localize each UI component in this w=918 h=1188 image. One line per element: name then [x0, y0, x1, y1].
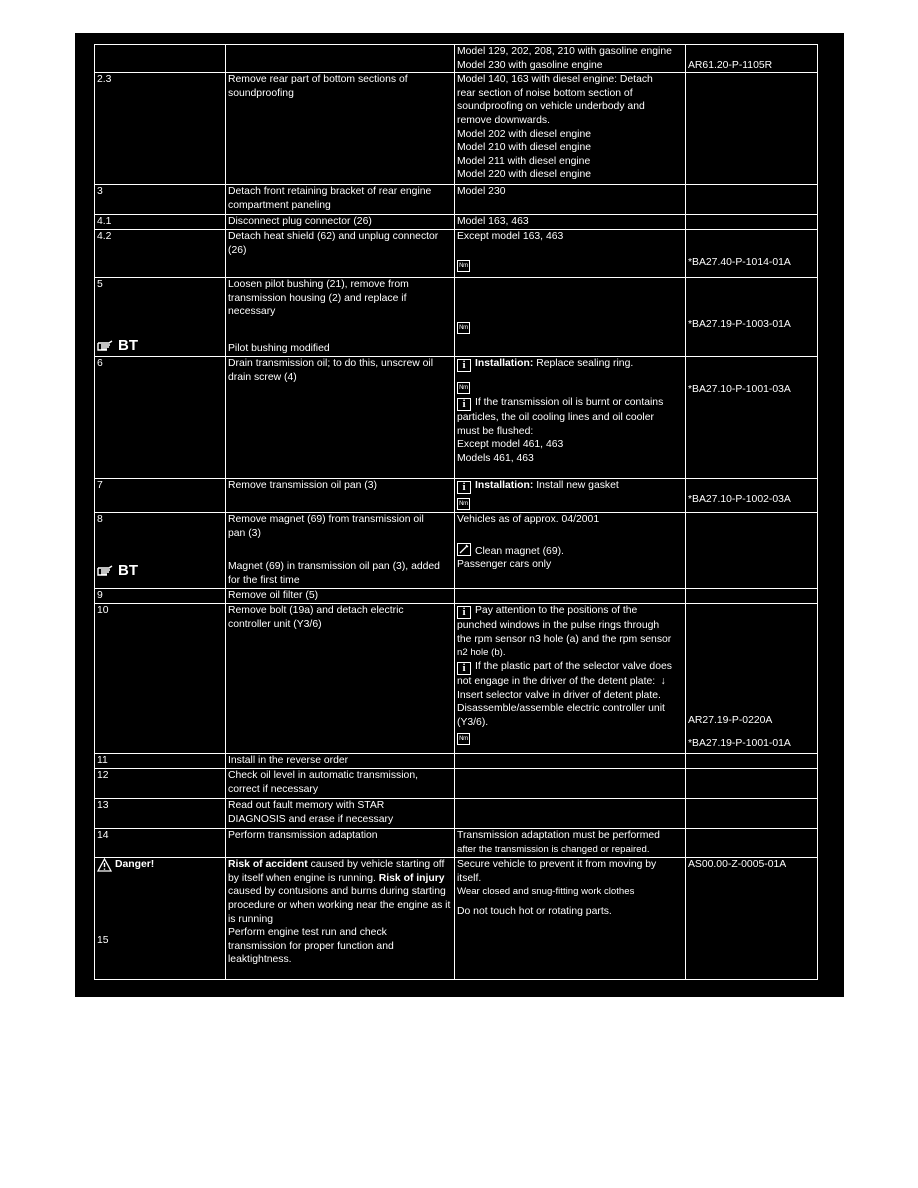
reference-cell: [686, 589, 818, 604]
step-cell: 6: [95, 357, 226, 479]
condition-cell: [455, 589, 686, 604]
table-row: [95, 45, 818, 73]
work-cell: Check oil level in automatic transmission, correct if necessary: [226, 769, 455, 799]
danger-badge: Danger!: [97, 858, 223, 872]
work-cell: Remove bolt (19a) and detach electric controller unit (Y3/6): [226, 604, 455, 754]
table-row: [95, 589, 818, 604]
work-cell: Remove rear part of bottom sections of soundproofing: [226, 73, 455, 185]
document-sheet: [75, 33, 844, 997]
table-row: [95, 829, 818, 858]
table-row: [95, 858, 818, 980]
reference-cell: AS00.00-Z-0005-01A: [686, 858, 818, 980]
table-row: [95, 479, 818, 513]
info-icon[interactable]: i: [457, 481, 471, 494]
work-cell: Disconnect plug connector (26): [226, 215, 455, 230]
step-cell: 12: [95, 769, 226, 799]
table-row: [95, 215, 818, 230]
reference-cell: [686, 799, 818, 829]
reference-cell: [686, 829, 818, 858]
step-cell: 4.1: [95, 215, 226, 230]
bt-badge: BT: [97, 338, 138, 354]
table-row: [95, 230, 818, 278]
work-cell: Risk of accident caused by vehicle starting off by itself when engine is running. Risk of injury caused by contusions and burns during starting procedure or when working near the engine as it is running Perform engine test run and check transmission for proper function and leaktightness.: [226, 858, 455, 980]
table-row: [95, 185, 818, 215]
warning-triangle-icon: [97, 858, 112, 872]
table-row: [95, 604, 818, 754]
condition-cell: Secure vehicle to prevent it from moving by itself. Wear closed and snug-fitting work clothes Do not touch hot or rotating parts.: [455, 858, 686, 980]
work-cell: Loosen pilot bushing (21), remove from transmission housing (2) and replace if necessary Pilot bushing modified: [226, 278, 455, 357]
step-cell: 4.2: [95, 230, 226, 278]
table-row: [95, 357, 818, 479]
table-row: [95, 799, 818, 829]
reference-cell: *BA27.19-P-1003-01A: [686, 278, 818, 357]
step-cell: 7: [95, 479, 226, 513]
reference-cell: [686, 754, 818, 769]
condition-cell: Transmission adaptation must be performed after the transmission is changed or repaired.: [455, 829, 686, 858]
reference-cell: *BA27.10-P-1001-03A: [686, 357, 818, 479]
table-row: [95, 73, 818, 185]
torque-nm-icon[interactable]: Nm: [457, 322, 470, 334]
pointing-hand-icon: [97, 340, 117, 352]
condition-cell: i Pay attention to the positions of the punched windows in the pulse rings through the rpm sensor n3 hole (a) and the rpm sensor n2 hole (b). i If the plastic part of the selector valve does not engage in the driver of the detent plate: ↓ Insert selector valve in driver of detent plate. Disassemble/assemble electric controller unit (Y3/6). Nm: [455, 604, 686, 754]
work-cell: Read out fault memory with STAR DIAGNOSIS and erase if necessary: [226, 799, 455, 829]
reference-cell: *BA27.10-P-1002-03A: [686, 479, 818, 513]
table-row: [95, 513, 818, 589]
step-cell: 2.3: [95, 73, 226, 185]
reference-cell: [686, 73, 818, 185]
procedure-table: [94, 44, 818, 980]
work-cell: Remove transmission oil pan (3): [226, 479, 455, 513]
reference-cell: *BA27.40-P-1014-01A: [686, 230, 818, 278]
torque-nm-icon[interactable]: Nm: [457, 733, 470, 745]
work-cell: Perform transmission adaptation: [226, 829, 455, 858]
info-icon[interactable]: i: [457, 359, 471, 372]
step-cell: Danger! 15: [95, 858, 226, 980]
reference-cell: [686, 185, 818, 215]
pointing-hand-icon: [97, 565, 117, 577]
condition-cell: Model 129, 202, 208, 210 with gasoline engine Model 230 with gasoline engine: [455, 45, 686, 73]
work-cell: Remove magnet (69) from transmission oil pan (3) Magnet (69) in transmission oil pan (3), added for the first time: [226, 513, 455, 589]
info-icon[interactable]: i: [457, 662, 471, 675]
condition-cell: i Installation: Replace sealing ring. Nm i If the transmission oil is burnt or contains particles, the oil cooling lines and oil cooler must be flushed: Except model 461, 463 Models 461, 463: [455, 357, 686, 479]
step-cell: 3: [95, 185, 226, 215]
reference-cell: [686, 513, 818, 589]
condition-cell: [455, 769, 686, 799]
torque-nm-icon[interactable]: Nm: [457, 260, 470, 272]
condition-cell: [455, 278, 686, 357]
info-icon[interactable]: i: [457, 398, 471, 411]
torque-nm-icon[interactable]: Nm: [457, 498, 470, 510]
reference-cell: AR27.19-P-0220A *BA27.19-P-1001-01A: [686, 604, 818, 754]
step-cell: 8 BT: [95, 513, 226, 589]
step-cell: 5 BT: [95, 278, 226, 357]
work-cell: [226, 45, 455, 73]
step-cell: 10: [95, 604, 226, 754]
work-cell: Detach front retaining bracket of rear engine compartment paneling: [226, 185, 455, 215]
condition-cell: [455, 799, 686, 829]
table-row: [95, 769, 818, 799]
info-icon[interactable]: i: [457, 606, 471, 619]
work-cell: Install in the reverse order: [226, 754, 455, 769]
step-cell: 11: [95, 754, 226, 769]
condition-cell: i Installation: Install new gasket Nm: [455, 479, 686, 513]
work-cell: Drain transmission oil; to do this, unscrew oil drain screw (4): [226, 357, 455, 479]
condition-cell: Model 230: [455, 185, 686, 215]
table-row: [95, 754, 818, 769]
bt-badge: BT: [97, 563, 138, 579]
note-icon[interactable]: [457, 543, 471, 556]
reference-cell: [686, 215, 818, 230]
work-cell: Remove oil filter (5): [226, 589, 455, 604]
condition-cell: Vehicles as of approx. 04/2001 Clean magnet (69). Passenger cars only: [455, 513, 686, 589]
condition-cell: Except model 163, 463 Nm: [455, 230, 686, 278]
condition-cell: Model 163, 463: [455, 215, 686, 230]
reference-cell: [686, 769, 818, 799]
step-cell: 9: [95, 589, 226, 604]
arrow-down-icon[interactable]: ↓: [660, 675, 666, 687]
torque-nm-icon[interactable]: Nm: [457, 382, 470, 394]
step-cell: [95, 45, 226, 73]
reference-cell: AR61.20-P-1105R: [686, 45, 818, 73]
table-row: [95, 278, 818, 357]
condition-cell: Model 140, 163 with diesel engine: Detach rear section of noise bottom section of soundproofing on vehicle underbody and remove downwards. Model 202 with diesel engine Model 210 with diesel engine Model 211 with diesel engine Model 220 with diesel engine: [455, 73, 686, 185]
condition-cell: [455, 754, 686, 769]
step-cell: 14: [95, 829, 226, 858]
work-cell: Detach heat shield (62) and unplug connector (26): [226, 230, 455, 278]
step-cell: 13: [95, 799, 226, 829]
